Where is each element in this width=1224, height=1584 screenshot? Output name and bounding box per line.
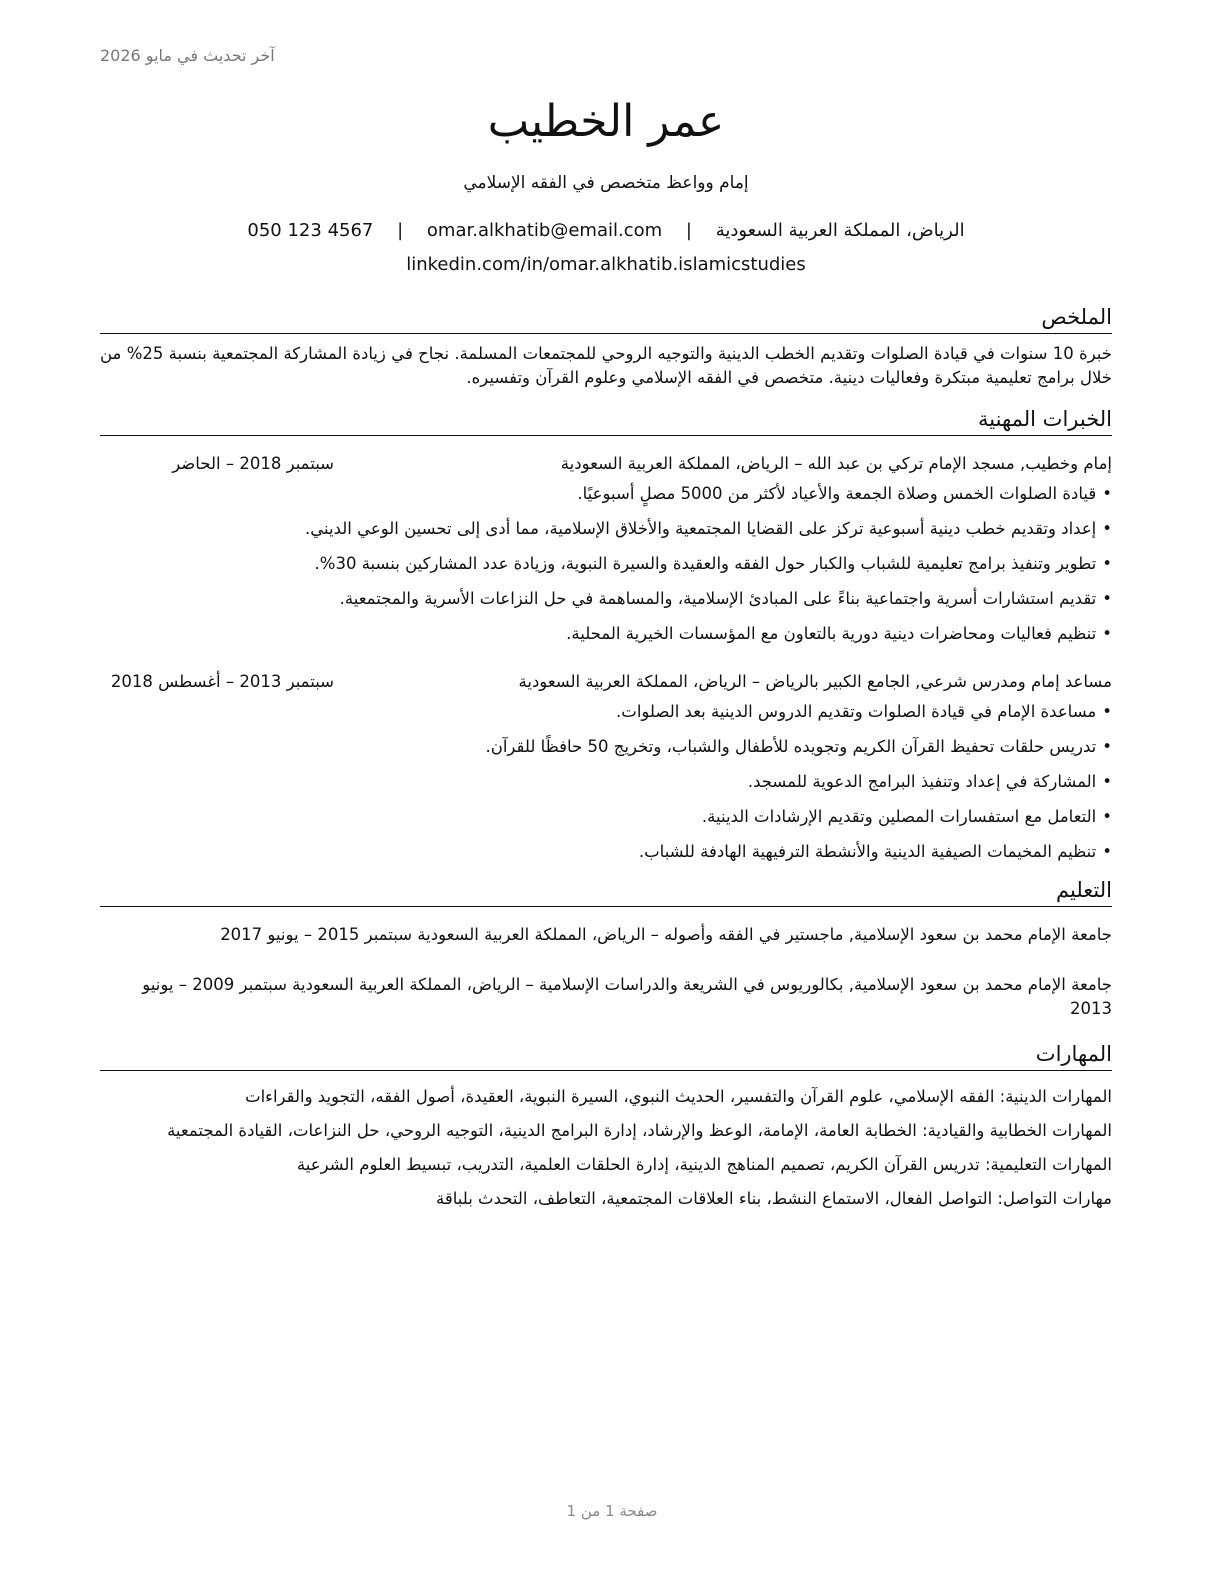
education-entry: جامعة الإمام محمد بن سعود الإسلامية, ماجستير في الفقه وأصوله – الرياض، المملكة العربية السعودية سبتمبر 2015 – يونيو 2017 — [220, 925, 1112, 944]
bullet-text: قيادة الصلوات الخمس وصلاة الجمعة والأعياد لأكثر من 5000 مصلٍ أسبوعيًا. — [577, 484, 1097, 503]
list-item — [100, 482, 1112, 506]
bullet-text: تنظيم فعاليات ومحاضرات دينية دورية بالتعاون مع المؤسسات الخيرية المحلية. — [566, 624, 1097, 643]
education-section — [100, 875, 1112, 1021]
list-item — [100, 552, 1112, 576]
bullet-text: إعداد وتقديم خطب دينية أسبوعية تركز على القضايا المجتمعية والأخلاق الإسلامية، مما أدى إلى تحسين الوعي الديني. — [305, 519, 1097, 538]
job-entry — [100, 670, 1112, 864]
contact-separator: | — [685, 220, 692, 241]
bullet-text: تطوير وتنفيذ برامج تعليمية للشباب والكبار حول الفقه والعقيدة والسيرة النبوية، وزيادة عدد المشاركين بنسبة 30%. — [314, 554, 1097, 573]
bullet-dot: • — [1102, 807, 1112, 826]
skill-line-communication: مهارات التواصل: التواصل الفعال، الاستماع النشط، بناء العلاقات المجتمعية، التعاطف، التحدث بلباقة — [436, 1189, 1112, 1208]
list-item — [100, 700, 1112, 724]
location: الرياض، المملكة العربية السعودية — [715, 220, 965, 241]
job-entry — [100, 452, 1112, 646]
bullet-text: مساعدة الإمام في قيادة الصلوات وتقديم الدروس الدينية بعد الصلوات. — [616, 702, 1097, 721]
linkedin-link[interactable]: linkedin.com/in/omar.alkhatib.islamicstudies — [406, 254, 806, 275]
section-heading-summary: الملخص — [100, 302, 1112, 334]
job-title: إمام وخطيب, مسجد الإمام تركي بن عبد الله – الرياض، المملكة العربية السعودية — [560, 454, 1112, 473]
page-number: صفحة 1 من 1 — [566, 1502, 658, 1520]
bullet-dot: • — [1102, 624, 1112, 643]
summary-section — [100, 302, 1112, 390]
bullet-dot: • — [1102, 702, 1112, 721]
bullet-text: المشاركة في إعداد وتنفيذ البرامج الدعوية للمسجد. — [747, 772, 1097, 791]
bullet-dot: • — [1102, 589, 1112, 608]
job-bullets — [100, 700, 1112, 864]
bullet-dot: • — [1102, 484, 1112, 503]
bullet-dot: • — [1102, 772, 1112, 791]
education-entry: جامعة الإمام محمد بن سعود الإسلامية, بكالوريوس في الشريعة والدراسات الإسلامية – الرياض، المملكة العربية السعودية سبتمبر 2009 – يونيو 2013 — [142, 975, 1112, 1018]
list-item — [100, 517, 1112, 541]
bullet-dot: • — [1102, 554, 1112, 573]
section-heading-education: التعليم — [100, 875, 1112, 907]
skill-line-teaching: المهارات التعليمية: تدريس القرآن الكريم، تصميم المناهج الدينية، إدارة الحلقات العلمية، التدريب، تبسيط العلوم الشرعية — [296, 1155, 1112, 1174]
section-heading-experience: الخبرات المهنية — [100, 404, 1112, 436]
bullet-dot: • — [1102, 519, 1112, 538]
list-item — [100, 735, 1112, 759]
contact-line — [100, 218, 1112, 244]
list-item — [100, 805, 1112, 829]
last-updated-note: آخر تحديث في مايو 2026 — [100, 46, 275, 65]
person-name: عمر الخطيب — [487, 96, 725, 147]
list-item — [100, 770, 1112, 794]
job-title: مساعد إمام ومدرس شرعي, الجامع الكبير بالرياض – الرياض، المملكة العربية السعودية — [518, 672, 1112, 691]
bullet-dot: • — [1102, 842, 1112, 861]
resume-page — [100, 88, 1112, 1211]
summary-text: خبرة 10 سنوات في قيادة الصلوات وتقديم الخطب الدينية والتوجيه الروحي للمجتمعات المسلمة. نجاح في زيادة المشاركة المجتمعية بنسبة 25% من خلال برامج تعليمية مبتكرة وفعاليات دينية. متخصص في الفقه الإسلامي وعلوم القرآن وتفسيره. — [100, 344, 1112, 387]
email-link[interactable]: omar.alkhatib@email.com — [426, 220, 663, 241]
bullet-dot: • — [1102, 737, 1112, 756]
job-bullets — [100, 482, 1112, 646]
bullet-text: تقديم استشارات أسرية واجتماعية بناءً على المبادئ الإسلامية، والمساهمة في حل النزاعات الأسرية والمجتمعية. — [339, 589, 1097, 608]
skill-line-religious: المهارات الدينية: الفقه الإسلامي، علوم القرآن والتفسير، الحديث النبوي، السيرة النبوية، العقيدة، أصول الفقه، التجويد والقراءات — [245, 1087, 1112, 1106]
phone-number: 050 123 4567 — [247, 220, 374, 241]
professional-title: إمام وواعظ متخصص في الفقه الإسلامي — [463, 173, 749, 193]
job-dates: سبتمبر 2013 – أغسطس 2018 — [110, 672, 334, 691]
skill-line-leadership: المهارات الخطابية والقيادية: الخطابة العامة، الإمامة، الوعظ والإرشاد، إدارة البرامج الدينية، التوجيه الروحي، حل النزاعات، القيادة المجتمعية — [167, 1121, 1112, 1140]
list-item — [100, 840, 1112, 864]
section-heading-skills: المهارات — [100, 1039, 1112, 1071]
bullet-text: التعامل مع استفسارات المصلين وتقديم الإرشادات الدينية. — [701, 807, 1097, 826]
experience-section — [100, 404, 1112, 864]
contact-separator: | — [397, 220, 404, 241]
list-item — [100, 622, 1112, 646]
job-dates: سبتمبر 2018 – الحاضر — [172, 454, 334, 473]
skills-section — [100, 1039, 1112, 1211]
list-item — [100, 587, 1112, 611]
bullet-text: تدريس حلقات تحفيظ القرآن الكريم وتجويده للأطفال والشباب، وتخريج 50 حافظًا للقرآن. — [485, 737, 1097, 756]
linkedin-line — [100, 252, 1112, 278]
bullet-text: تنظيم المخيمات الصيفية الدينية والأنشطة الترفيهية الهادفة للشباب. — [638, 842, 1097, 861]
